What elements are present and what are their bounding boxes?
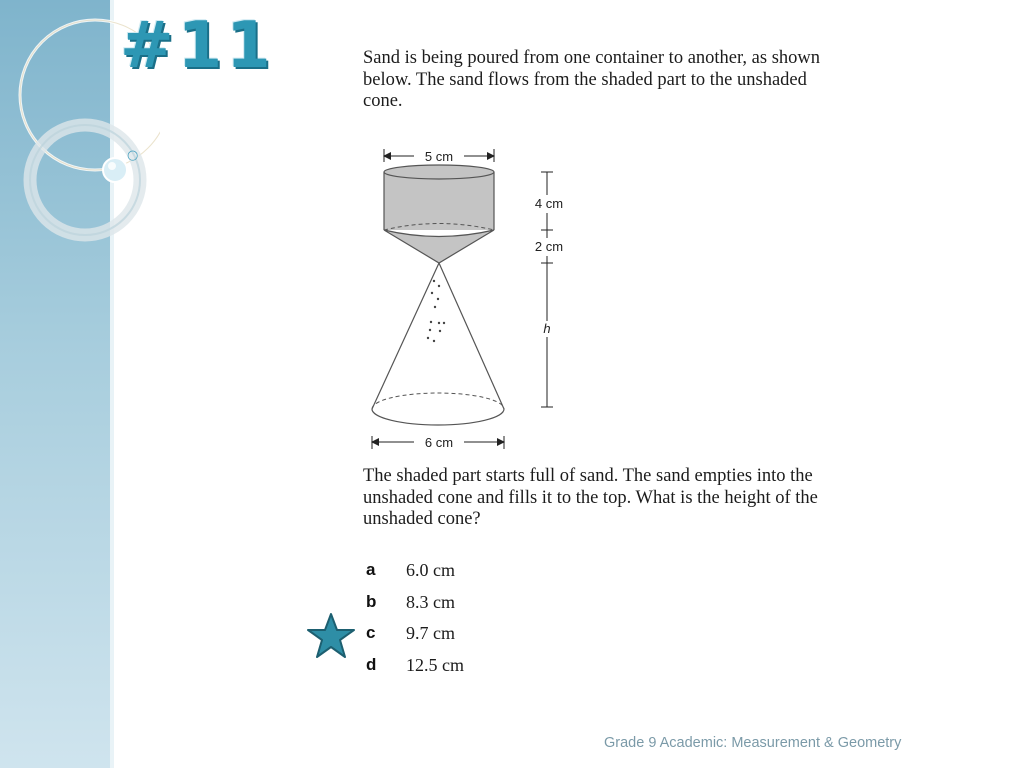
- question-body: The shaded part starts full of sand. The sand empties into the unshaded cone and fills it to the top. What is the height of the unshaded cone?: [363, 466, 818, 529]
- cone-base-front: [372, 409, 504, 425]
- hourglass-diagram: [360, 145, 590, 455]
- cone-right-edge: [439, 263, 504, 409]
- bottom-diameter-label: 6 cm: [424, 435, 454, 450]
- option-value: 6.0 cm: [406, 560, 455, 580]
- cone-left-edge: [372, 263, 439, 409]
- footer-course-label: Grade 9 Academic: Measurement & Geometry: [604, 735, 902, 751]
- option-letter: d: [366, 654, 377, 674]
- slide-title: #11: [120, 9, 275, 83]
- star-icon: [306, 612, 356, 662]
- option-value: 9.7 cm: [406, 623, 455, 643]
- upper-cone-height-label: 2 cm: [534, 239, 564, 254]
- option-letter: c: [366, 623, 376, 642]
- option-value: 8.3 cm: [406, 591, 455, 612]
- option-letter: b: [366, 591, 377, 611]
- shaded-cylinder: [384, 172, 494, 230]
- option-value: 12.5 cm: [406, 654, 464, 675]
- bullet-icon: ○: [127, 148, 139, 163]
- cone-base-back: [372, 393, 504, 409]
- sand-specks: [427, 280, 445, 342]
- question-intro: Sand is being poured from one container to another, as shown below. The sand flows from the shaded part to the unshaded cone.: [363, 48, 821, 111]
- cylinder-top-ellipse: [384, 165, 494, 179]
- option-letter: a: [366, 560, 376, 579]
- top-diameter-label: 5 cm: [424, 149, 454, 164]
- cone-height-label: h: [543, 321, 551, 336]
- shaded-upper-cone: [384, 230, 494, 263]
- cylinder-height-label: 4 cm: [534, 196, 564, 211]
